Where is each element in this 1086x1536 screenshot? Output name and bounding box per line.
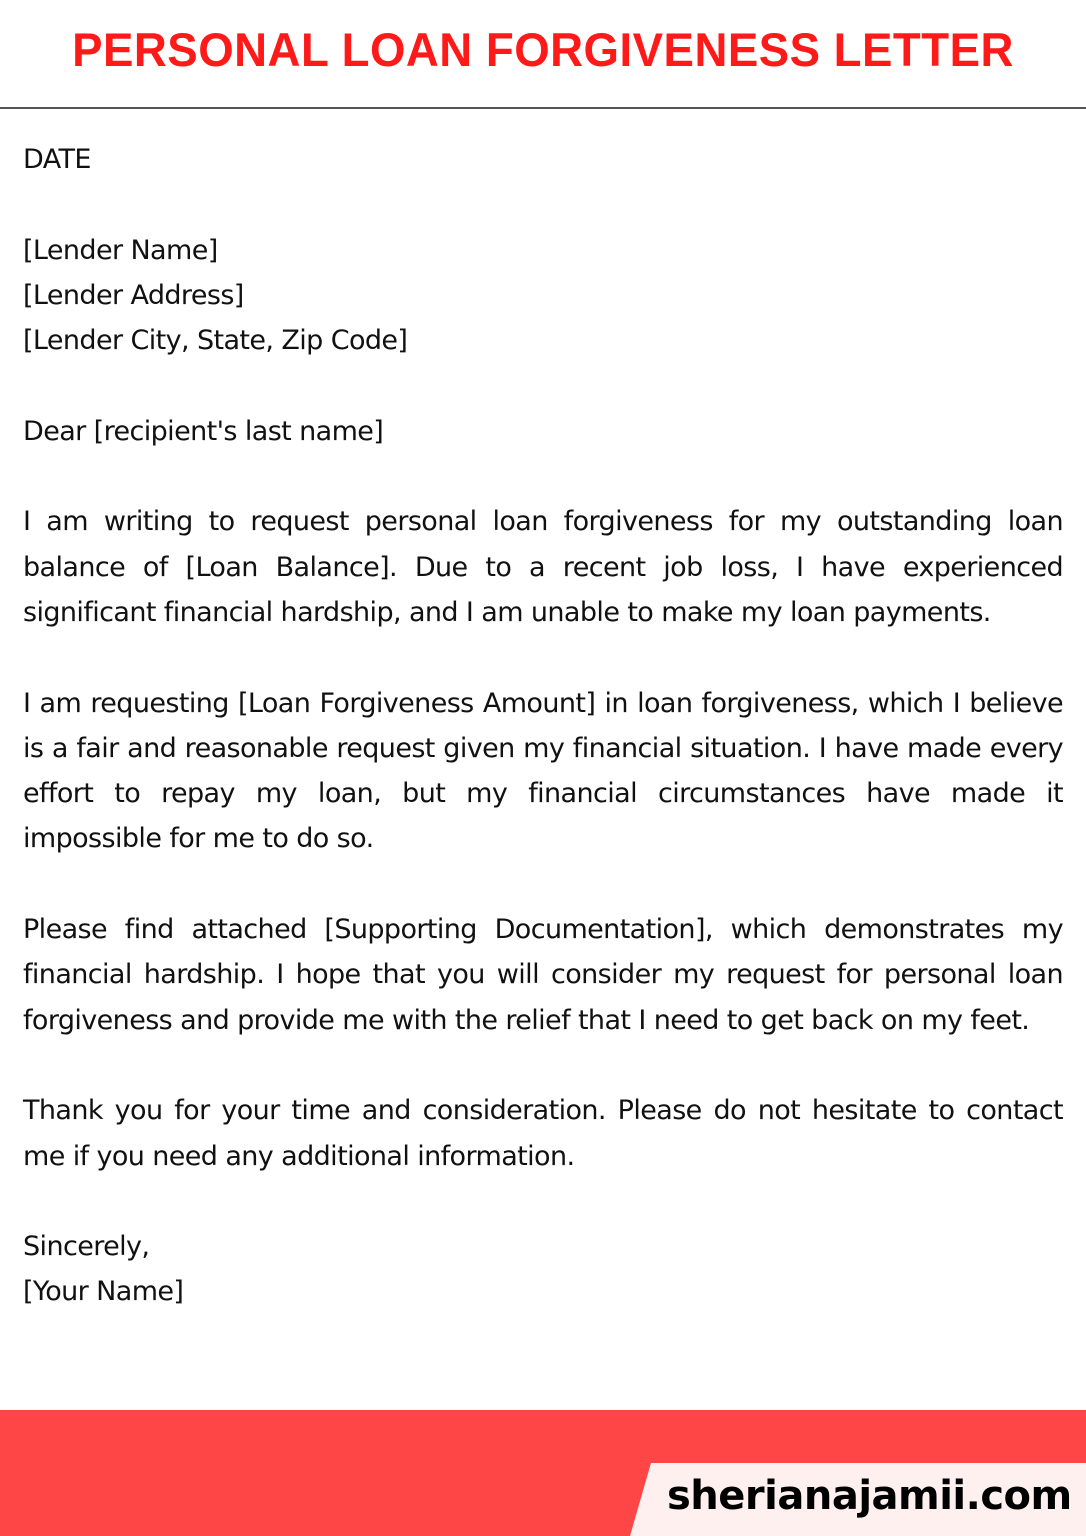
title-divider (0, 107, 1086, 109)
paragraph-documentation: Please find attached [Supporting Documentation], which demonstrates my financial hardship. I hope that you will consider my request for personal loan forgiveness and provide me with the relief that I need to get back on my feet. (23, 914, 1063, 1036)
signature: [Your Name] (23, 1276, 184, 1308)
closing-block (23, 1224, 1063, 1315)
page-title: PERSONAL LOAN FORGIVENESS LETTER (72, 23, 1014, 76)
paragraph-amount: I am requesting [Loan Forgiveness Amount] in loan forgiveness, which I believe is a fair and reasonable request given my financial situation. I have made every effort to repay my loan, but my financial circumstances have made it impossible for me to do so. (23, 687, 1063, 855)
salutation: Dear [recipient's last name] (23, 415, 384, 447)
letter-date: DATE (23, 144, 91, 175)
letter-body (23, 137, 1063, 1315)
paragraph-request: I am writing to request personal loan forgiveness for my outstanding loan balance of [Loan Balance]. Due to a recent job loss, I have experienced significant financial hardship, and I am unable to make my loan payments. (23, 506, 1063, 628)
website-label: sherianajamii.com (667, 1473, 1072, 1519)
lender-block (23, 228, 1063, 364)
lender-city-state-zip: [Lender City, State, Zip Code] (23, 325, 408, 357)
lender-address: [Lender Address] (23, 279, 244, 311)
closing: Sincerely, (23, 1231, 150, 1263)
paragraph-thanks: Thank you for your time and consideration. Please do not hesitate to contact me if you need any additional information. (23, 1095, 1063, 1172)
lender-name: [Lender Name] (23, 234, 218, 266)
